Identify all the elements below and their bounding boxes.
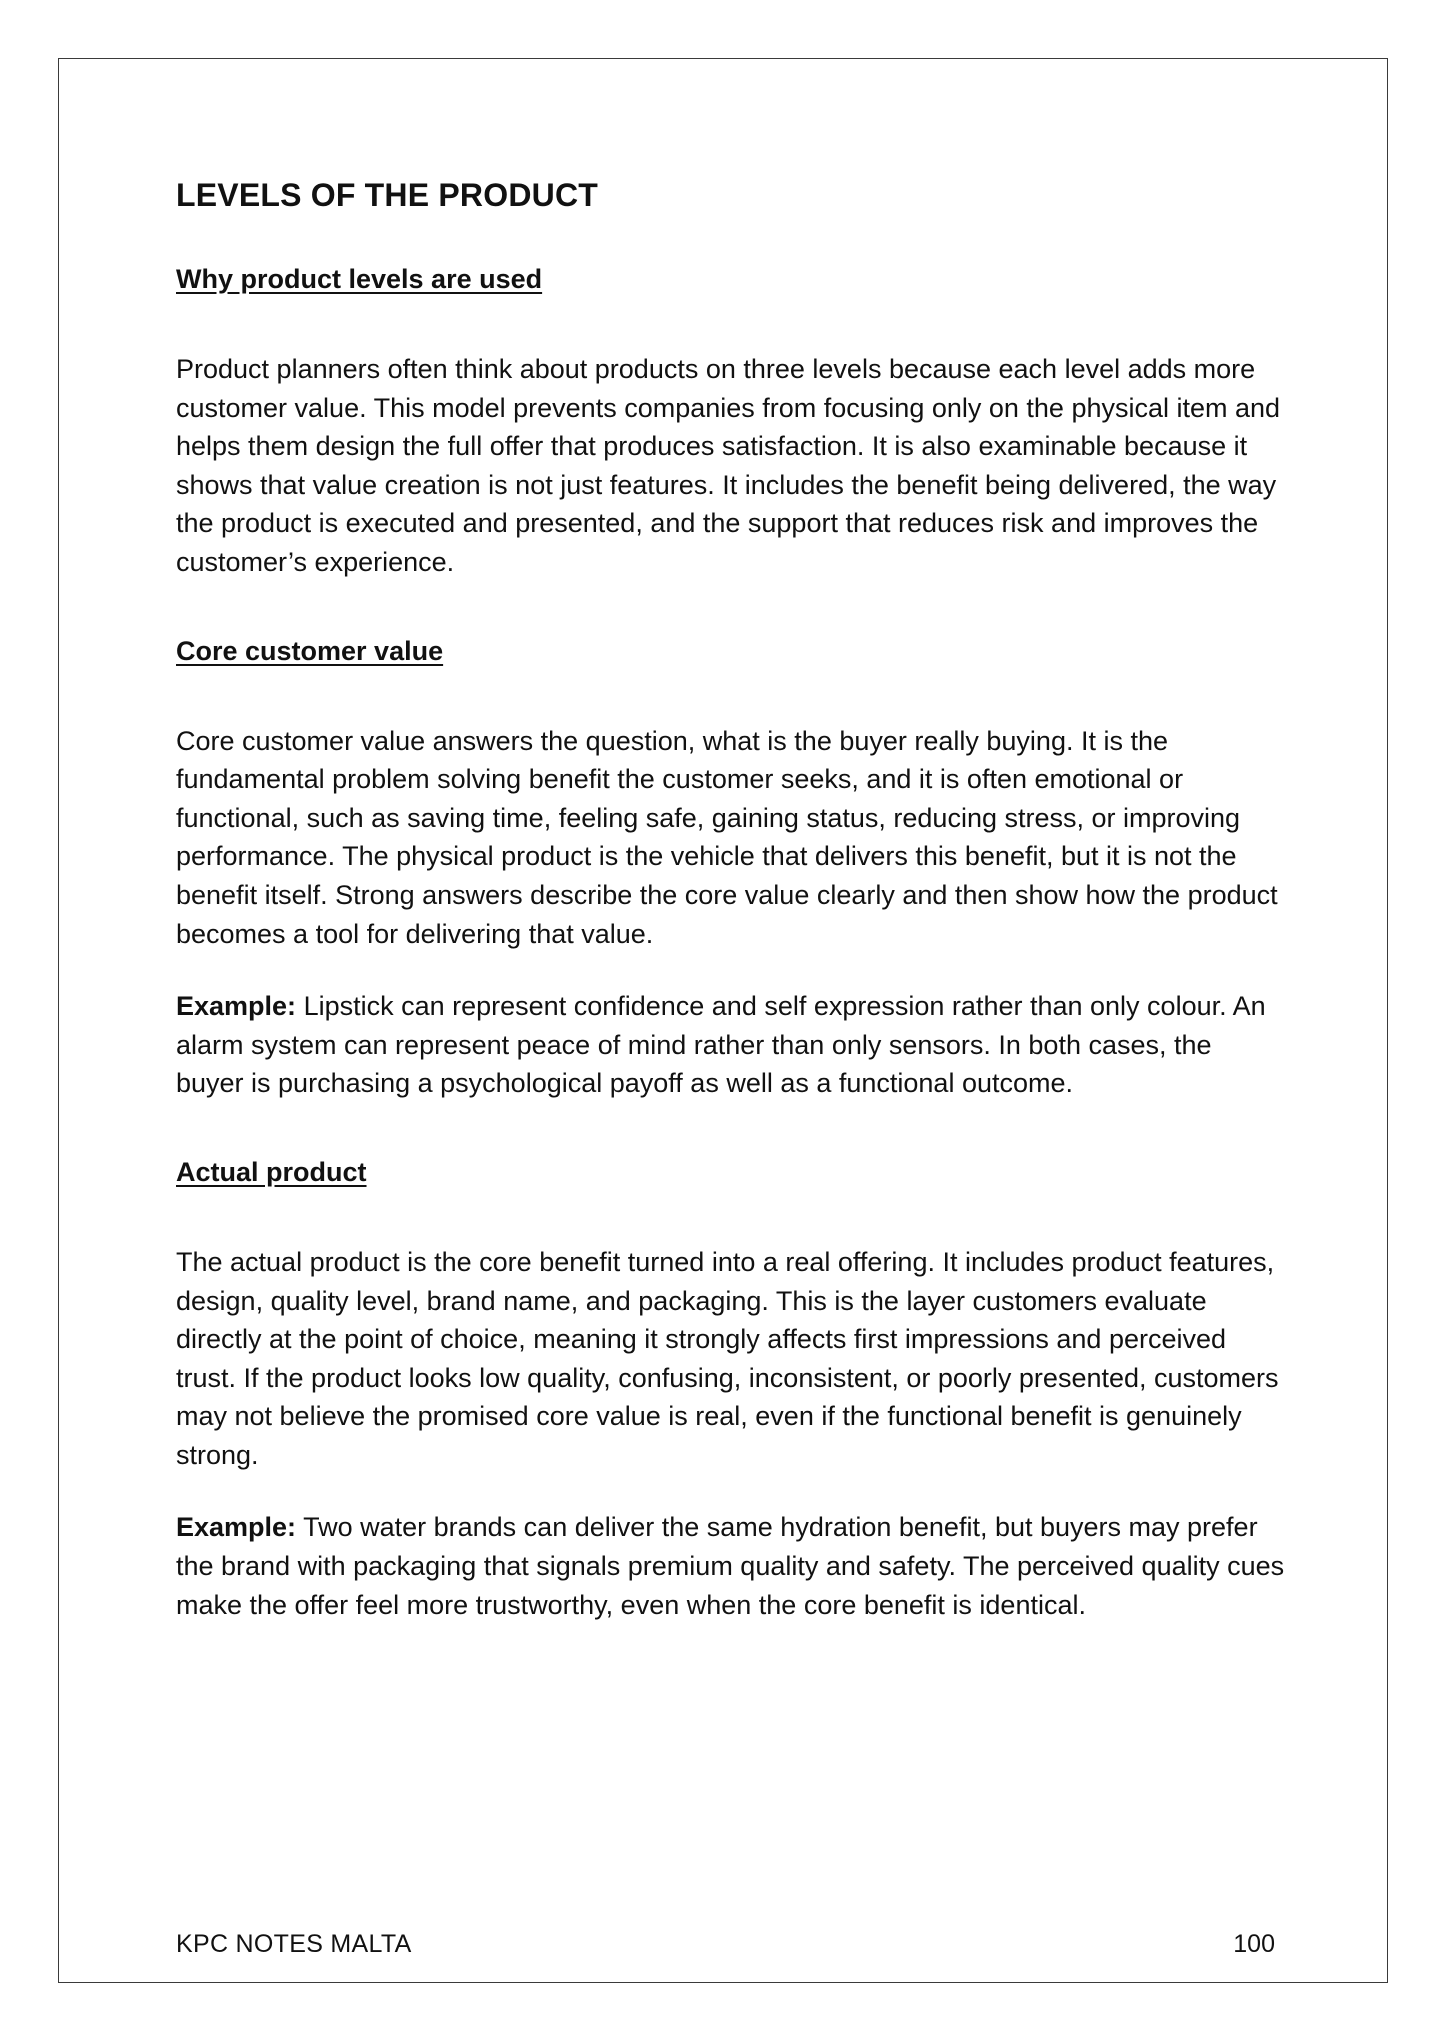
example-core-customer-value [176,987,1286,1103]
example-text: Lipstick can represent confidence and self expression rather than only colour. An alarm system can represent peace of mind rather than only sensors. In both cases, the buyer is purchasing a psychological payoff as well as a functional outcome. [176,991,1266,1099]
example-label: Example: [176,1512,297,1543]
section-why-product-levels [176,262,1286,582]
section-actual-product [176,1155,1286,1624]
page-content [176,175,1286,1658]
paragraph-why-product-levels: Product planners often think about products on three levels because each level adds more customer value. This model prevents companies from focusing only on the physical item and helps them design the full offer that produces satisfaction. It is also examinable because it shows that value creation is not just features. It includes the benefit being delivered, the way the product is executed and presented, and the support that reduces risk and improves the customer’s experience. [176,354,1281,577]
example-text: Two water brands can deliver the same hydration benefit, but buyers may prefer the brand with packaging that signals premium quality and safety. The perceived quality cues make the offer feel more trustworthy, even when the core benefit is identical. [176,1512,1285,1620]
paragraph-core-customer-value: Core customer value answers the question, what is the buyer really buying. It is the fundamental problem solving benefit the customer seeks, and it is often emotional or functional, such as saving time, feeling safe, gaining status, reducing stress, or improving performance. The physical product is the vehicle that delivers this benefit, but it is not the benefit itself. Strong answers describe the core value clearly and then show how the product becomes a tool for delivering that value. [176,725,1278,949]
example-label: Example: [176,991,297,1022]
page-title: LEVELS OF THE PRODUCT [176,177,598,213]
footer-publisher: KPC NOTES MALTA [176,1930,412,1958]
example-actual-product [176,1508,1286,1624]
section-heading-actual-product: Actual product [176,1156,367,1187]
section-heading-why-product-levels: Why product levels are used [176,264,543,294]
footer-page-number: 100 [1233,1930,1275,1958]
section-heading-core-customer-value: Core customer value [176,635,444,666]
section-core-customer-value [176,634,1286,1103]
paragraph-actual-product: The actual product is the core benefit turned into a real offering. It includes product features, design, quality level, brand name, and packaging. This is the layer customers evaluate directly at the point of choice, meaning it strongly affects first impressions and perceived trust. If the product looks low quality, confusing, inconsistent, or poorly presented, customers may not believe the promised core value is real, even if the functional benefit is genuinely strong. [176,1246,1279,1470]
